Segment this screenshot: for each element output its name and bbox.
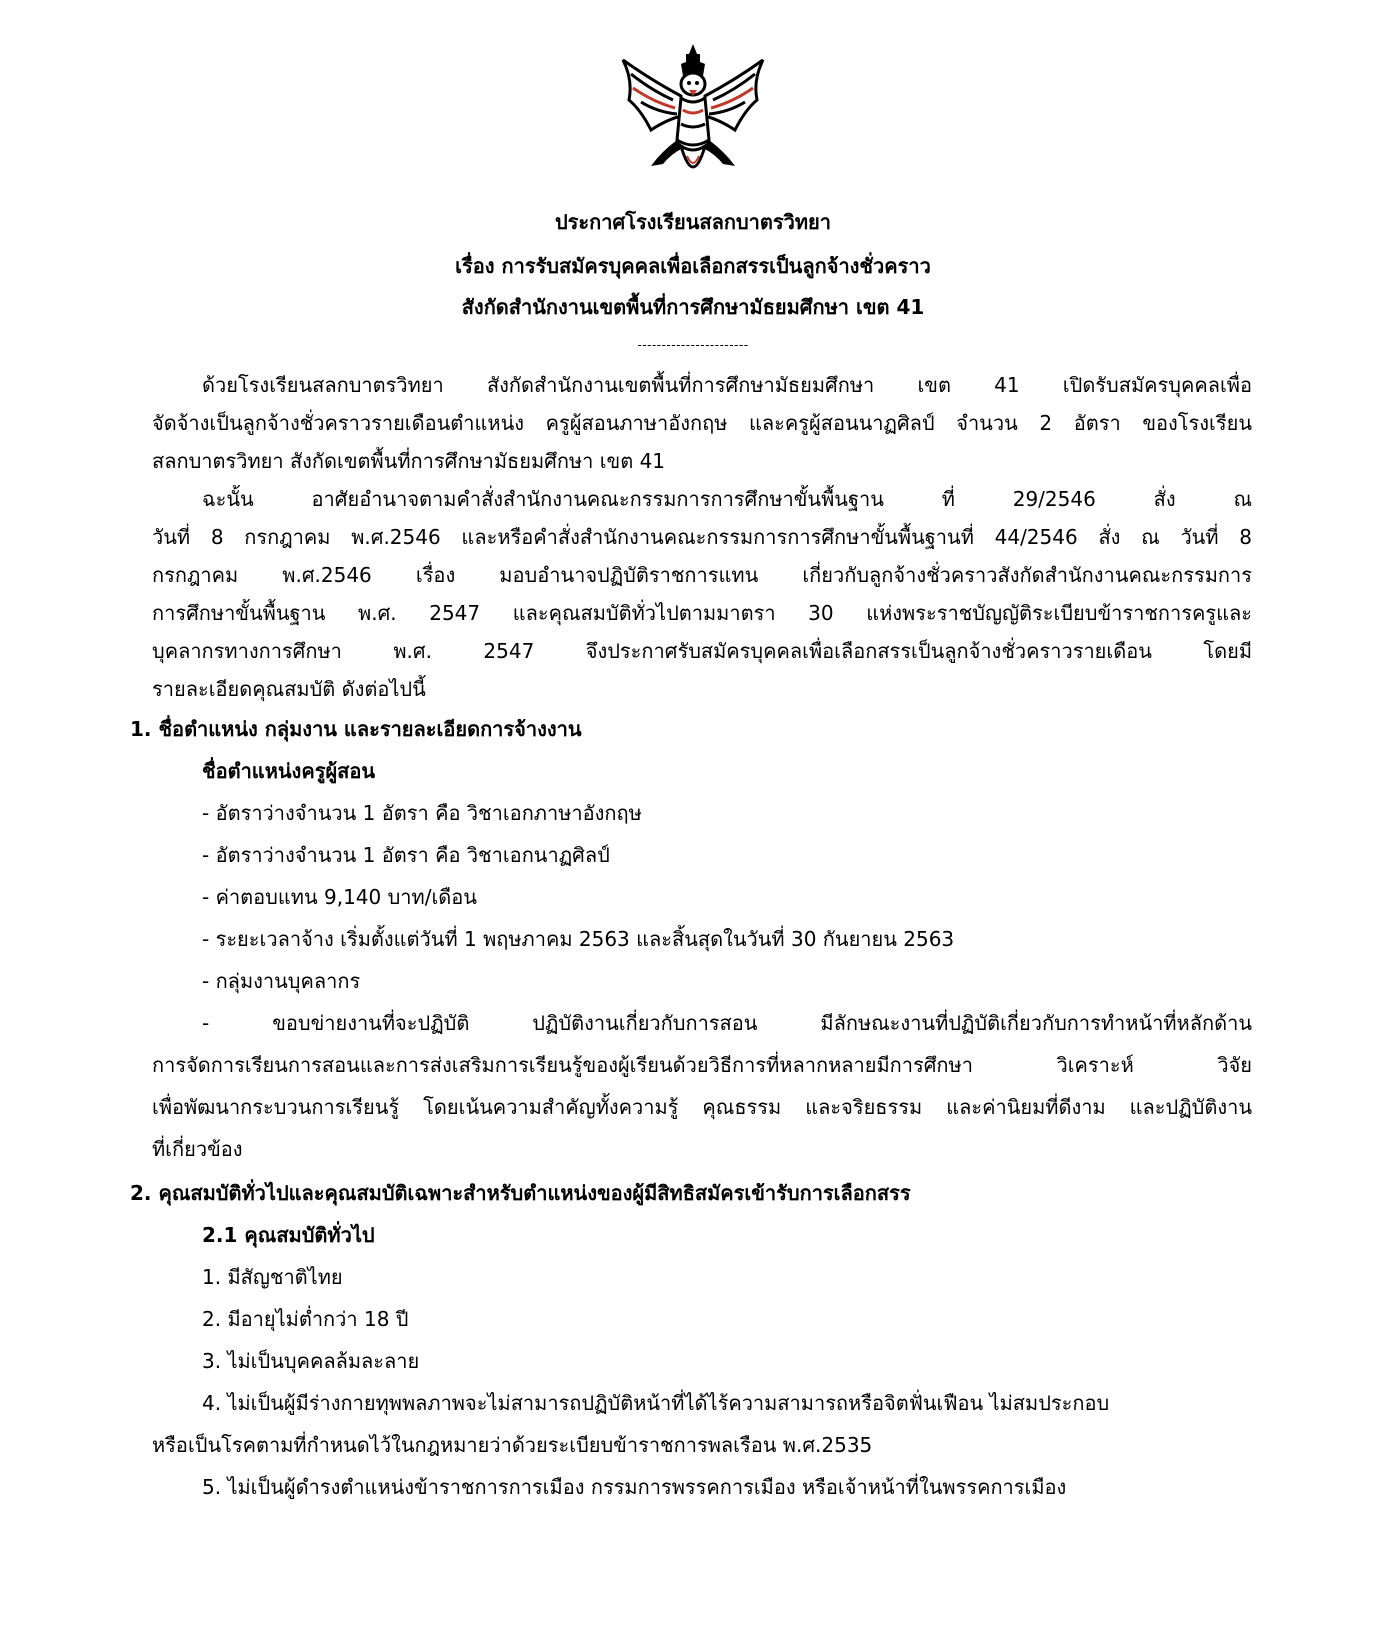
scope-line: เพื่อพัฒนากระบวนการเรียนรู้ โดยเน้นความสำคัญทั้งความรู้ คุณธรรม และจริยธรรม และค่านิยมที่ดีงาม และปฏิบัติงาน bbox=[152, 1095, 1252, 1119]
section1-item: - อัตราว่างจำนวน 1 อัตรา คือ วิชาเอกภาษาอังกฤษ bbox=[202, 801, 642, 825]
authority-line: วันที่ 8 กรกฎาคม พ.ศ.2546 และหรือคำสั่งสำนักงานคณะกรรมการการศึกษาขั้นพื้นฐานที่ 44/2546 สั่ง ณ วันที่ 8 bbox=[152, 525, 1252, 549]
intro-line: สลกบาตรวิทยา สังกัดเขตพื้นที่การศึกษามัธยมศึกษา เขต 41 bbox=[152, 449, 666, 473]
section1-item: - ระยะเวลาจ้าง เริ่มตั้งแต่วันที่ 1 พฤษภาคม 2563 และสิ้นสุดในวันที่ 30 กันยายน 2563 bbox=[202, 927, 955, 951]
qualification-item: 4. ไม่เป็นผู้มีร่างกายทุพพลภาพจะไม่สามารถปฏิบัติหน้าที่ได้ไร้ความสามารถหรือจิตฟั่นเฟือน ไม่สมประกอบ bbox=[202, 1391, 1110, 1415]
authority-line: กรกฎาคม พ.ศ.2546 เรื่อง มอบอำนาจปฏิบัติราชการแทน เกี่ยวกับลูกจ้างชั่วคราวสังกัดสำนักงานคณะกรรมการ bbox=[152, 563, 1252, 587]
qualification-item: 3. ไม่เป็นบุคคลล้มละลาย bbox=[202, 1349, 420, 1373]
header-separator: ----------------------- bbox=[637, 338, 749, 352]
announcement-subject: เรื่อง การรับสมัครบุคคลเพื่อเลือกสรรเป็นลูกจ้างชั่วคราว bbox=[455, 254, 931, 278]
garuda-emblem-icon bbox=[611, 40, 775, 190]
qualification-item: 5. ไม่เป็นผู้ดำรงตำแหน่งข้าราชการการเมือง กรรมการพรรคการเมือง หรือเจ้าหน้าที่ในพรรคการเมือง bbox=[202, 1475, 1067, 1499]
section1-subheading: ชื่อตำแหน่งครูผู้สอน bbox=[202, 759, 376, 783]
scope-line: - ขอบข่ายงานที่จะปฏิบัติ ปฏิบัติงานเกี่ยวกับการสอน มีลักษณะงานที่ปฏิบัติเกี่ยวกับการทำหน้าที่หลักด้าน bbox=[202, 1011, 1252, 1035]
qualification-item: 1. มีสัญชาติไทย bbox=[202, 1265, 343, 1289]
section2-subheading: 2.1 คุณสมบัติทั่วไป bbox=[202, 1223, 375, 1247]
section2-heading: 2. คุณสมบัติทั่วไปและคุณสมบัติเฉพาะสำหรับตำแหน่งของผู้มีสิทธิสมัครเข้ารับการเลือกสรร bbox=[130, 1181, 911, 1205]
qualification-item-continued: หรือเป็นโรคตามที่กำหนดไว้ในกฎหมายว่าด้วยระเบียบข้าราชการพลเรือน พ.ศ.2535 bbox=[152, 1433, 873, 1457]
authority-line: บุคลากรทางการศึกษา พ.ศ. 2547 จึงประกาศรับสมัครบุคคลเพื่อเลือกสรรเป็นลูกจ้างชั่วคราวรายเดือน โดยมี bbox=[152, 639, 1252, 663]
authority-line: ฉะนั้น อาศัยอำนาจตามคำสั่งสำนักงานคณะกรรมการการศึกษาขั้นพื้นฐาน ที่ 29/2546 สั่ง ณ bbox=[202, 487, 1252, 511]
section1-item: - อัตราว่างจำนวน 1 อัตรา คือ วิชาเอกนาฏศิลป์ bbox=[202, 843, 610, 867]
section1-heading: 1. ชื่อตำแหน่ง กลุ่มงาน และรายละเอียดการจ้างงาน bbox=[130, 717, 582, 741]
qualification-item: 2. มีอายุไม่ต่ำกว่า 18 ปี bbox=[202, 1307, 409, 1331]
announcement-affiliation: สังกัดสำนักงานเขตพื้นที่การศึกษามัธยมศึกษา เขต 41 bbox=[461, 295, 925, 319]
authority-line: การศึกษาขั้นพื้นฐาน พ.ศ. 2547 และคุณสมบัติทั่วไปตามมาตรา 30 แห่งพระราชบัญญัติระเบียบข้าราชการครูและ bbox=[152, 601, 1252, 625]
announcement-title: ประกาศโรงเรียนสลกบาตรวิทยา bbox=[554, 210, 832, 234]
scope-line: ที่เกี่ยวข้อง bbox=[152, 1137, 243, 1161]
authority-line: รายละเอียดคุณสมบัติ ดังต่อไปนี้ bbox=[152, 677, 426, 701]
intro-line: ด้วยโรงเรียนสลกบาตรวิทยา สังกัดสำนักงานเขตพื้นที่การศึกษามัธยมศึกษา เขต 41 เปิดรับสมัครบุคคลเพื่อ bbox=[202, 373, 1252, 397]
scope-line: การจัดการเรียนการสอนและการส่งเสริมการเรียนรู้ของผู้เรียนด้วยวิธีการที่หลากหลายมีการศึกษา วิเคราะห์ วิจัย bbox=[152, 1053, 1252, 1077]
intro-line: จัดจ้างเป็นลูกจ้างชั่วคราวรายเดือนตำแหน่ง ครูผู้สอนภาษาอังกฤษ และครูผู้สอนนาฏศิลป์ จำนวน 2 อัตรา ของโรงเรียน bbox=[152, 411, 1252, 435]
section1-item: - ค่าตอบแทน 9,140 บาท/เดือน bbox=[202, 885, 477, 909]
section1-item: - กลุ่มงานบุคลากร bbox=[202, 969, 361, 993]
